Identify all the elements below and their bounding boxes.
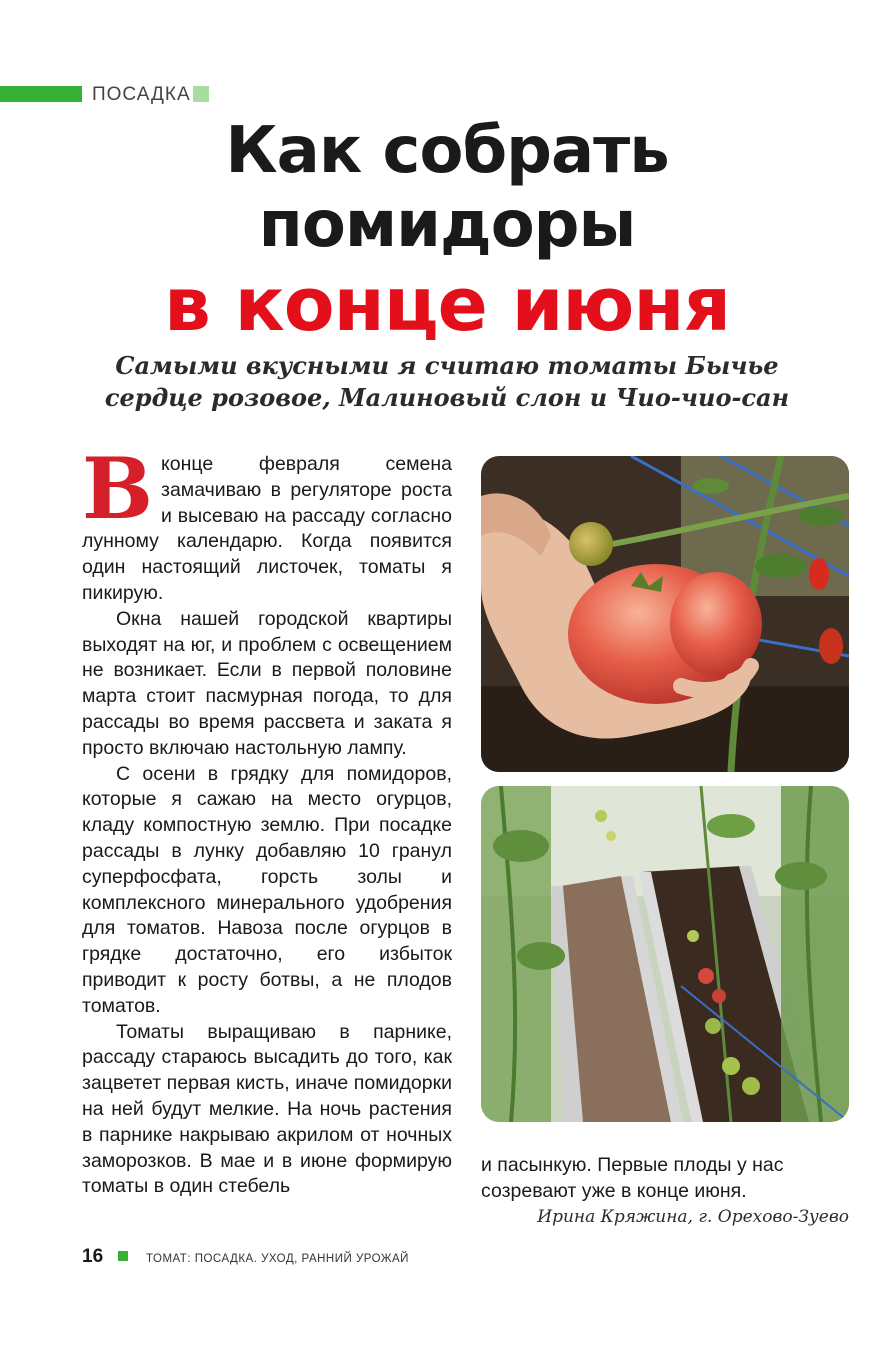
tomato-in-hand-image (481, 456, 849, 772)
author-signature: Ирина Кряжина, г. Орехово-Зуево (537, 1207, 849, 1227)
article-continuation: и пасынкую. Первые плоды у нас созревают уже в конце июня. (481, 1154, 784, 1202)
footer-accent-square (118, 1251, 128, 1261)
publication-title: ТОМАТ: ПОСАДКА. УХОД, РАННИЙ УРОЖАЙ (146, 1253, 409, 1265)
paragraph-1 (82, 439, 452, 607)
subtitle-line-2: сердце розовое, Малиновый слон и Чио-чио-сан (104, 383, 790, 412)
article-body-left (82, 439, 452, 1200)
paragraph-3: С осени в грядку для помидоров, которые я сажаю на место огурцов, кладу компостную землю. При посадке рассады в лунку добавляю 10 гранул суперфосфата, горсть золы и комплексного минерального удобрения для томатов. Навоза после огурцов в грядке достаточно, его избыток приводит к росту ботвы, а не плодов томатов. (82, 762, 452, 1017)
paragraph-2: Окна нашей городской квартиры выходят на юг, и проблем с освещением не возникает. Если в первой половине марта стоит пасмурная погода, то для рассады во время рассвета и заката я просто включаю настольную лампу. (82, 607, 452, 759)
paragraph-1-text: конце февраля семена замачиваю в регуляторе роста и высеваю на рассаду согласно лунному календарю. Когда появится один настоящий листочек, томаты я пикирую. (82, 453, 452, 604)
photo-greenhouse (481, 786, 849, 1122)
paragraph-4: Томаты выращиваю в парнике, рассаду стараюсь высадить до того, как зацветет первая кисть, иначе помидорки на ней будут мелкие. На ночь растения в парнике накрываю акрилом от ночных заморозков. В мае и в июне формирую томаты в один стебель (82, 1020, 452, 1198)
title-line-1: Как собрать (225, 114, 669, 188)
section-accent-square (193, 86, 209, 102)
photo-tomato-in-hand (481, 456, 849, 772)
section-label: ПОСАДКА (92, 84, 191, 105)
section-accent-bar (0, 86, 82, 102)
page-number: 16 (82, 1246, 104, 1267)
title-line-2: помидоры (258, 188, 636, 262)
subtitle (40, 350, 854, 414)
greenhouse-image (481, 786, 849, 1122)
subtitle-line-1: Самыми вкусными я считаю томаты Бычье (115, 351, 779, 380)
title-line-3: в конце июня (163, 262, 731, 348)
drop-cap: В (82, 439, 153, 538)
